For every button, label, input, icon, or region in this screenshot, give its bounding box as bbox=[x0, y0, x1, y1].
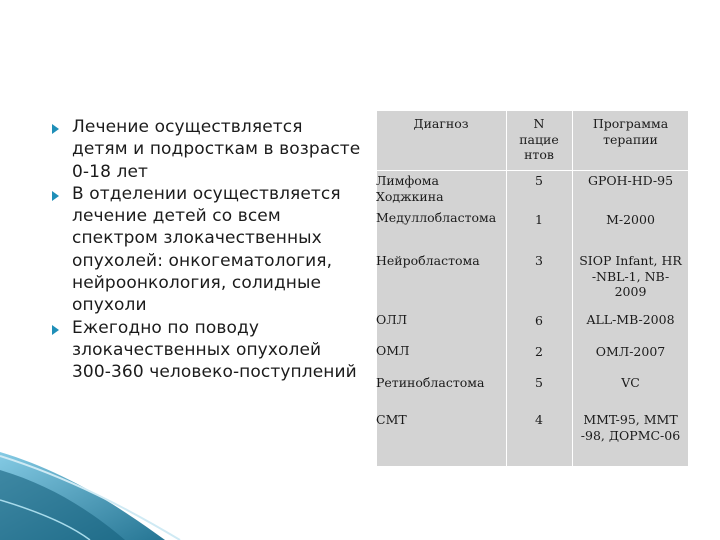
therapy-table bbox=[376, 110, 689, 467]
table-row-diagnosis: ОМЛ bbox=[376, 343, 410, 358]
table-row-n: 3 bbox=[535, 253, 543, 268]
bullet-item bbox=[52, 116, 362, 183]
bullet-text: Ежегодно по поводу злокачественных опухолей 300-360 человеко-поступлений bbox=[72, 317, 357, 383]
triangle-bullet-icon bbox=[52, 325, 59, 335]
table-row-n: 4 bbox=[535, 412, 543, 427]
cell-line: Ходжкина bbox=[376, 188, 444, 204]
table-row-program: ОМЛ-2007 bbox=[595, 344, 666, 359]
bullet-list bbox=[52, 116, 362, 384]
header-n-line: пацие bbox=[519, 131, 559, 147]
table-row-n: 2 bbox=[535, 344, 543, 359]
table-row-diagnosis: Нейробластома bbox=[376, 253, 480, 268]
bullet-text: В отделении осуществляется лечение детей со всем спектром злокачественных опухолей: онкогематология, нейроонкология, солидные опухоли bbox=[72, 183, 341, 316]
table-row-diagnosis: ОЛЛ bbox=[376, 312, 408, 327]
header-n-line: нтов bbox=[524, 147, 554, 162]
table-row-n: 5 bbox=[535, 173, 543, 188]
table-row-diagnosis: Ретинобластома bbox=[376, 375, 485, 390]
bullet-item bbox=[52, 183, 362, 317]
cell-line: 2009 bbox=[614, 284, 647, 299]
table-row-program: M-2000 bbox=[606, 212, 655, 227]
header-program-line: Программа bbox=[592, 116, 669, 131]
bullet-text: Лечение осуществляется детям и подросткам в возрасте 0-18 лет bbox=[72, 117, 361, 182]
cell-line: -98, ДОРМС-06 bbox=[580, 427, 681, 443]
table-row-n: 5 bbox=[535, 375, 543, 390]
table-row-program bbox=[572, 253, 689, 300]
triangle-bullet-icon bbox=[52, 124, 59, 134]
table-row-program: ALL-MB-2008 bbox=[586, 312, 675, 327]
table-row-n: 1 bbox=[535, 212, 543, 227]
header-n-line: N bbox=[533, 116, 545, 131]
header-program bbox=[572, 116, 689, 147]
table-divider bbox=[376, 170, 689, 171]
table-row-diagnosis: СМТ bbox=[376, 412, 407, 427]
header-program-line: терапии bbox=[603, 131, 658, 147]
cell-line: MMT-95, MMT bbox=[583, 412, 678, 427]
cell-line: SIOP Infant, HR bbox=[579, 253, 682, 268]
header-diagnosis: Диагноз bbox=[413, 116, 469, 131]
table-row-program: VC bbox=[621, 375, 640, 390]
table-row-diagnosis: Медуллобластома bbox=[376, 210, 497, 225]
bullet-item bbox=[52, 317, 362, 384]
table-row-program bbox=[572, 412, 689, 443]
cell-line: -NBL-1, NB- bbox=[591, 268, 670, 284]
table-row-n: 6 bbox=[535, 313, 543, 328]
header-n bbox=[506, 116, 572, 163]
cell-line: Лимфома bbox=[376, 173, 439, 188]
table-row-diagnosis bbox=[376, 173, 504, 204]
table-row-program: GPOH-HD-95 bbox=[587, 173, 674, 188]
triangle-bullet-icon bbox=[52, 191, 59, 201]
